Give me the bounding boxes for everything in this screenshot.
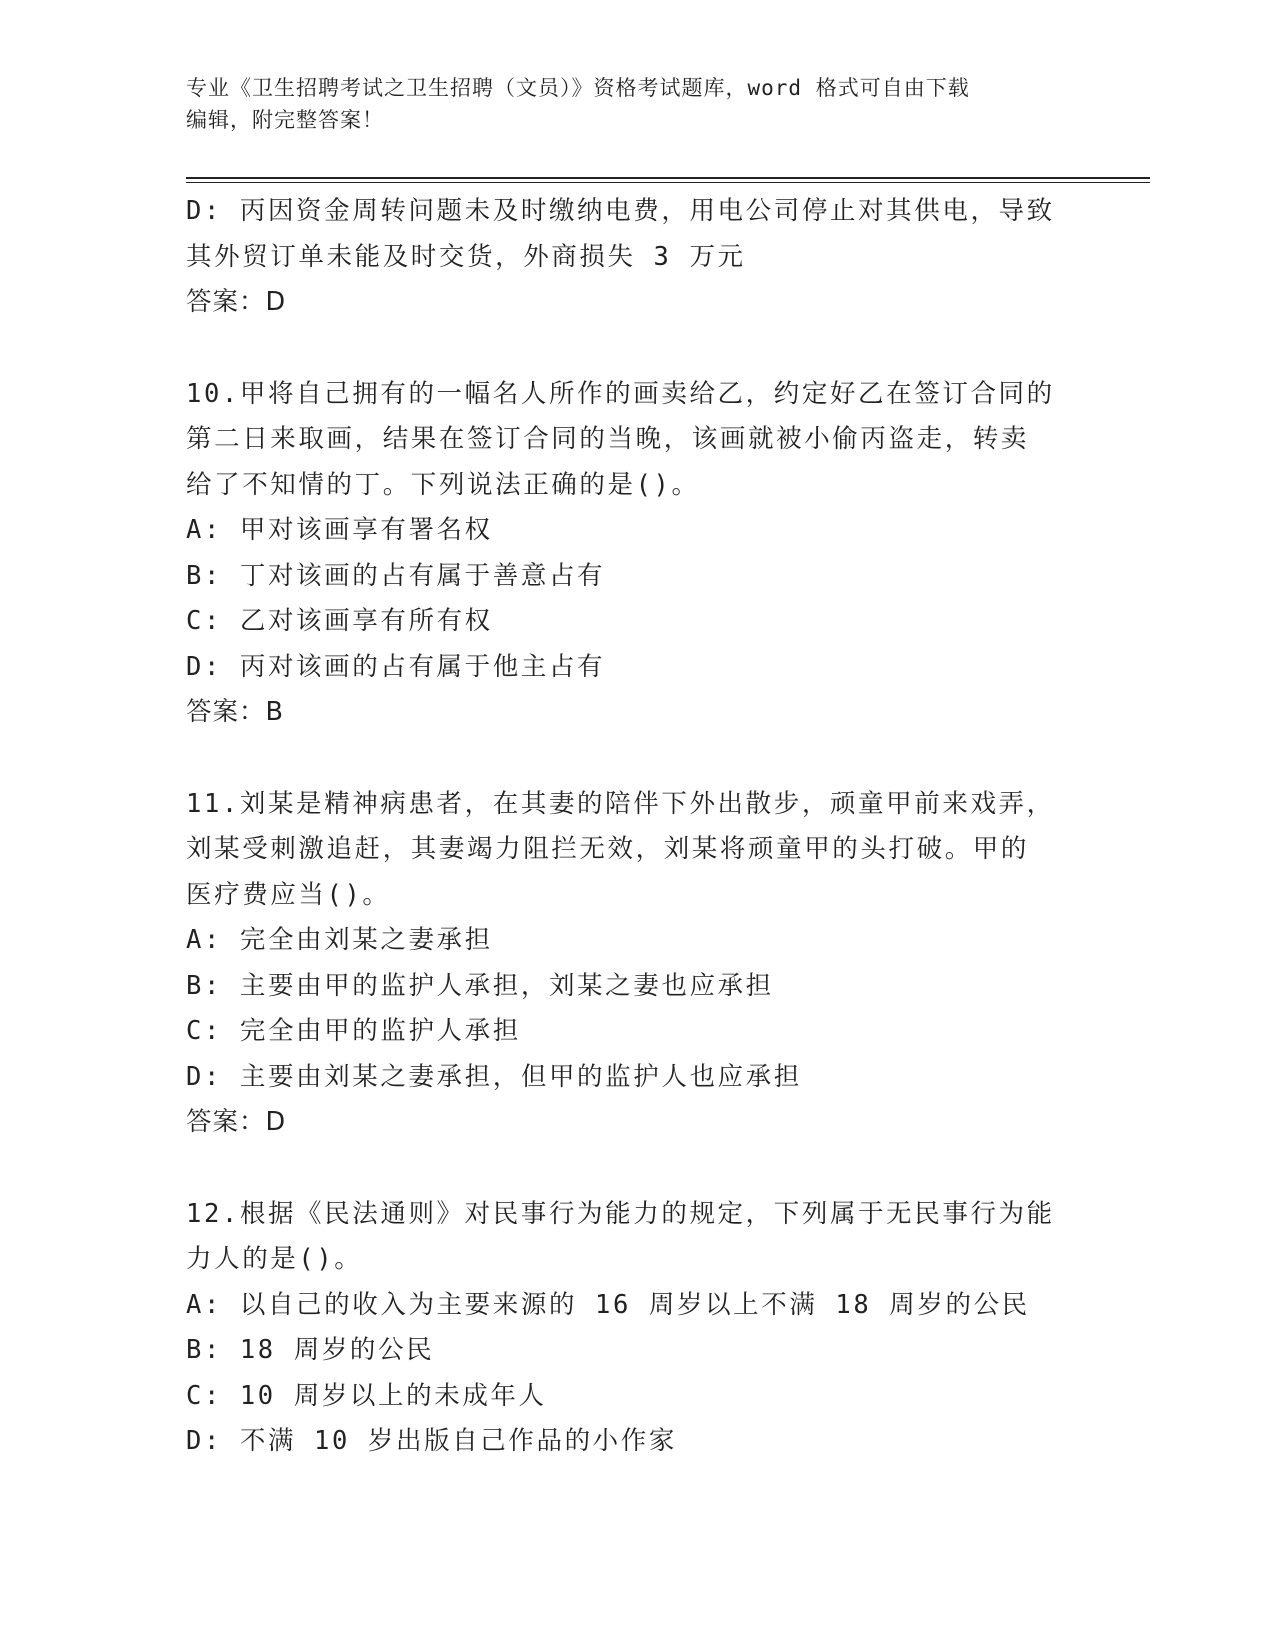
option-d-continued: 其外贸订单未能及时交货，外商损失 3 万元: [186, 241, 746, 272]
question-stem: 10.甲将自己拥有的一幅名人所作的画卖给乙，约定好乙在签订合同的: [186, 378, 1055, 409]
option-d: D: 丙对该画的占有属于他主占有: [186, 651, 606, 682]
option-c: C: 10 周岁以上的未成年人: [186, 1380, 547, 1411]
header-line-2: 编辑，附完整答案！: [186, 108, 384, 132]
question-stem: 给了不知情的丁。下列说法正确的是()。: [186, 469, 700, 500]
question-9-tail: [186, 189, 1086, 326]
document-body: [186, 189, 1086, 1465]
header-line-1: 专业《卫生招聘考试之卫生招聘（文员）》资格考试题库，word 格式可自由下载: [186, 76, 970, 100]
question-stem: 12.根据《民法通则》对民事行为能力的规定，下列属于无民事行为能: [186, 1198, 1055, 1229]
option-d: D: 主要由刘某之妻承担，但甲的监护人也应承担: [186, 1061, 802, 1092]
question-stem: 力人的是()。: [186, 1244, 363, 1274]
question-stem: 11.刘某是精神病患者，在其妻的陪伴下外出散步，顽童甲前来戏弄，: [186, 788, 1055, 819]
question-11: [186, 782, 1086, 1146]
option-b: B: 主要由甲的监护人承担，刘某之妻也应承担: [186, 970, 774, 1001]
option-c: C: 完全由甲的监护人承担: [186, 1016, 521, 1046]
spacer: [186, 736, 1086, 782]
option-a: A: 甲对该画享有署名权: [186, 515, 493, 545]
option-d: D: 丙因资金周转问题未及时缴纳电费，用电公司停止对其供电，导致: [186, 196, 1055, 226]
question-stem: 第二日来取画，结果在签订合同的当晚，该画就被小偷丙盗走，转卖: [186, 424, 1030, 454]
document-header: [186, 72, 1086, 136]
header-rule-thin: [186, 182, 1150, 183]
spacer: [186, 326, 1086, 372]
spacer: [186, 1146, 1086, 1192]
answer: 答案：D: [186, 287, 287, 317]
answer: 答案：B: [186, 697, 284, 727]
option-b: B: 丁对该画的占有属于善意占有: [186, 560, 606, 591]
option-a: A: 完全由刘某之妻承担: [186, 925, 493, 955]
option-a: A: 以自己的收入为主要来源的 16 周岁以上不满 18 周岁的公民: [186, 1289, 1030, 1320]
question-10: [186, 372, 1086, 736]
question-stem: 刘某受刺激追赶，其妻竭力阻拦无效，刘某将顽童甲的头打破。甲的: [186, 834, 1030, 864]
answer: 答案：D: [186, 1107, 287, 1137]
question-stem: 医疗费应当()。: [186, 879, 391, 910]
option-c: C: 乙对该画享有所有权: [186, 606, 493, 636]
option-d: D: 不满 10 岁出版自己作品的小作家: [186, 1426, 677, 1456]
option-b: B: 18 周岁的公民: [186, 1335, 435, 1365]
question-12: [186, 1192, 1086, 1465]
header-rule-thick: [186, 177, 1150, 179]
